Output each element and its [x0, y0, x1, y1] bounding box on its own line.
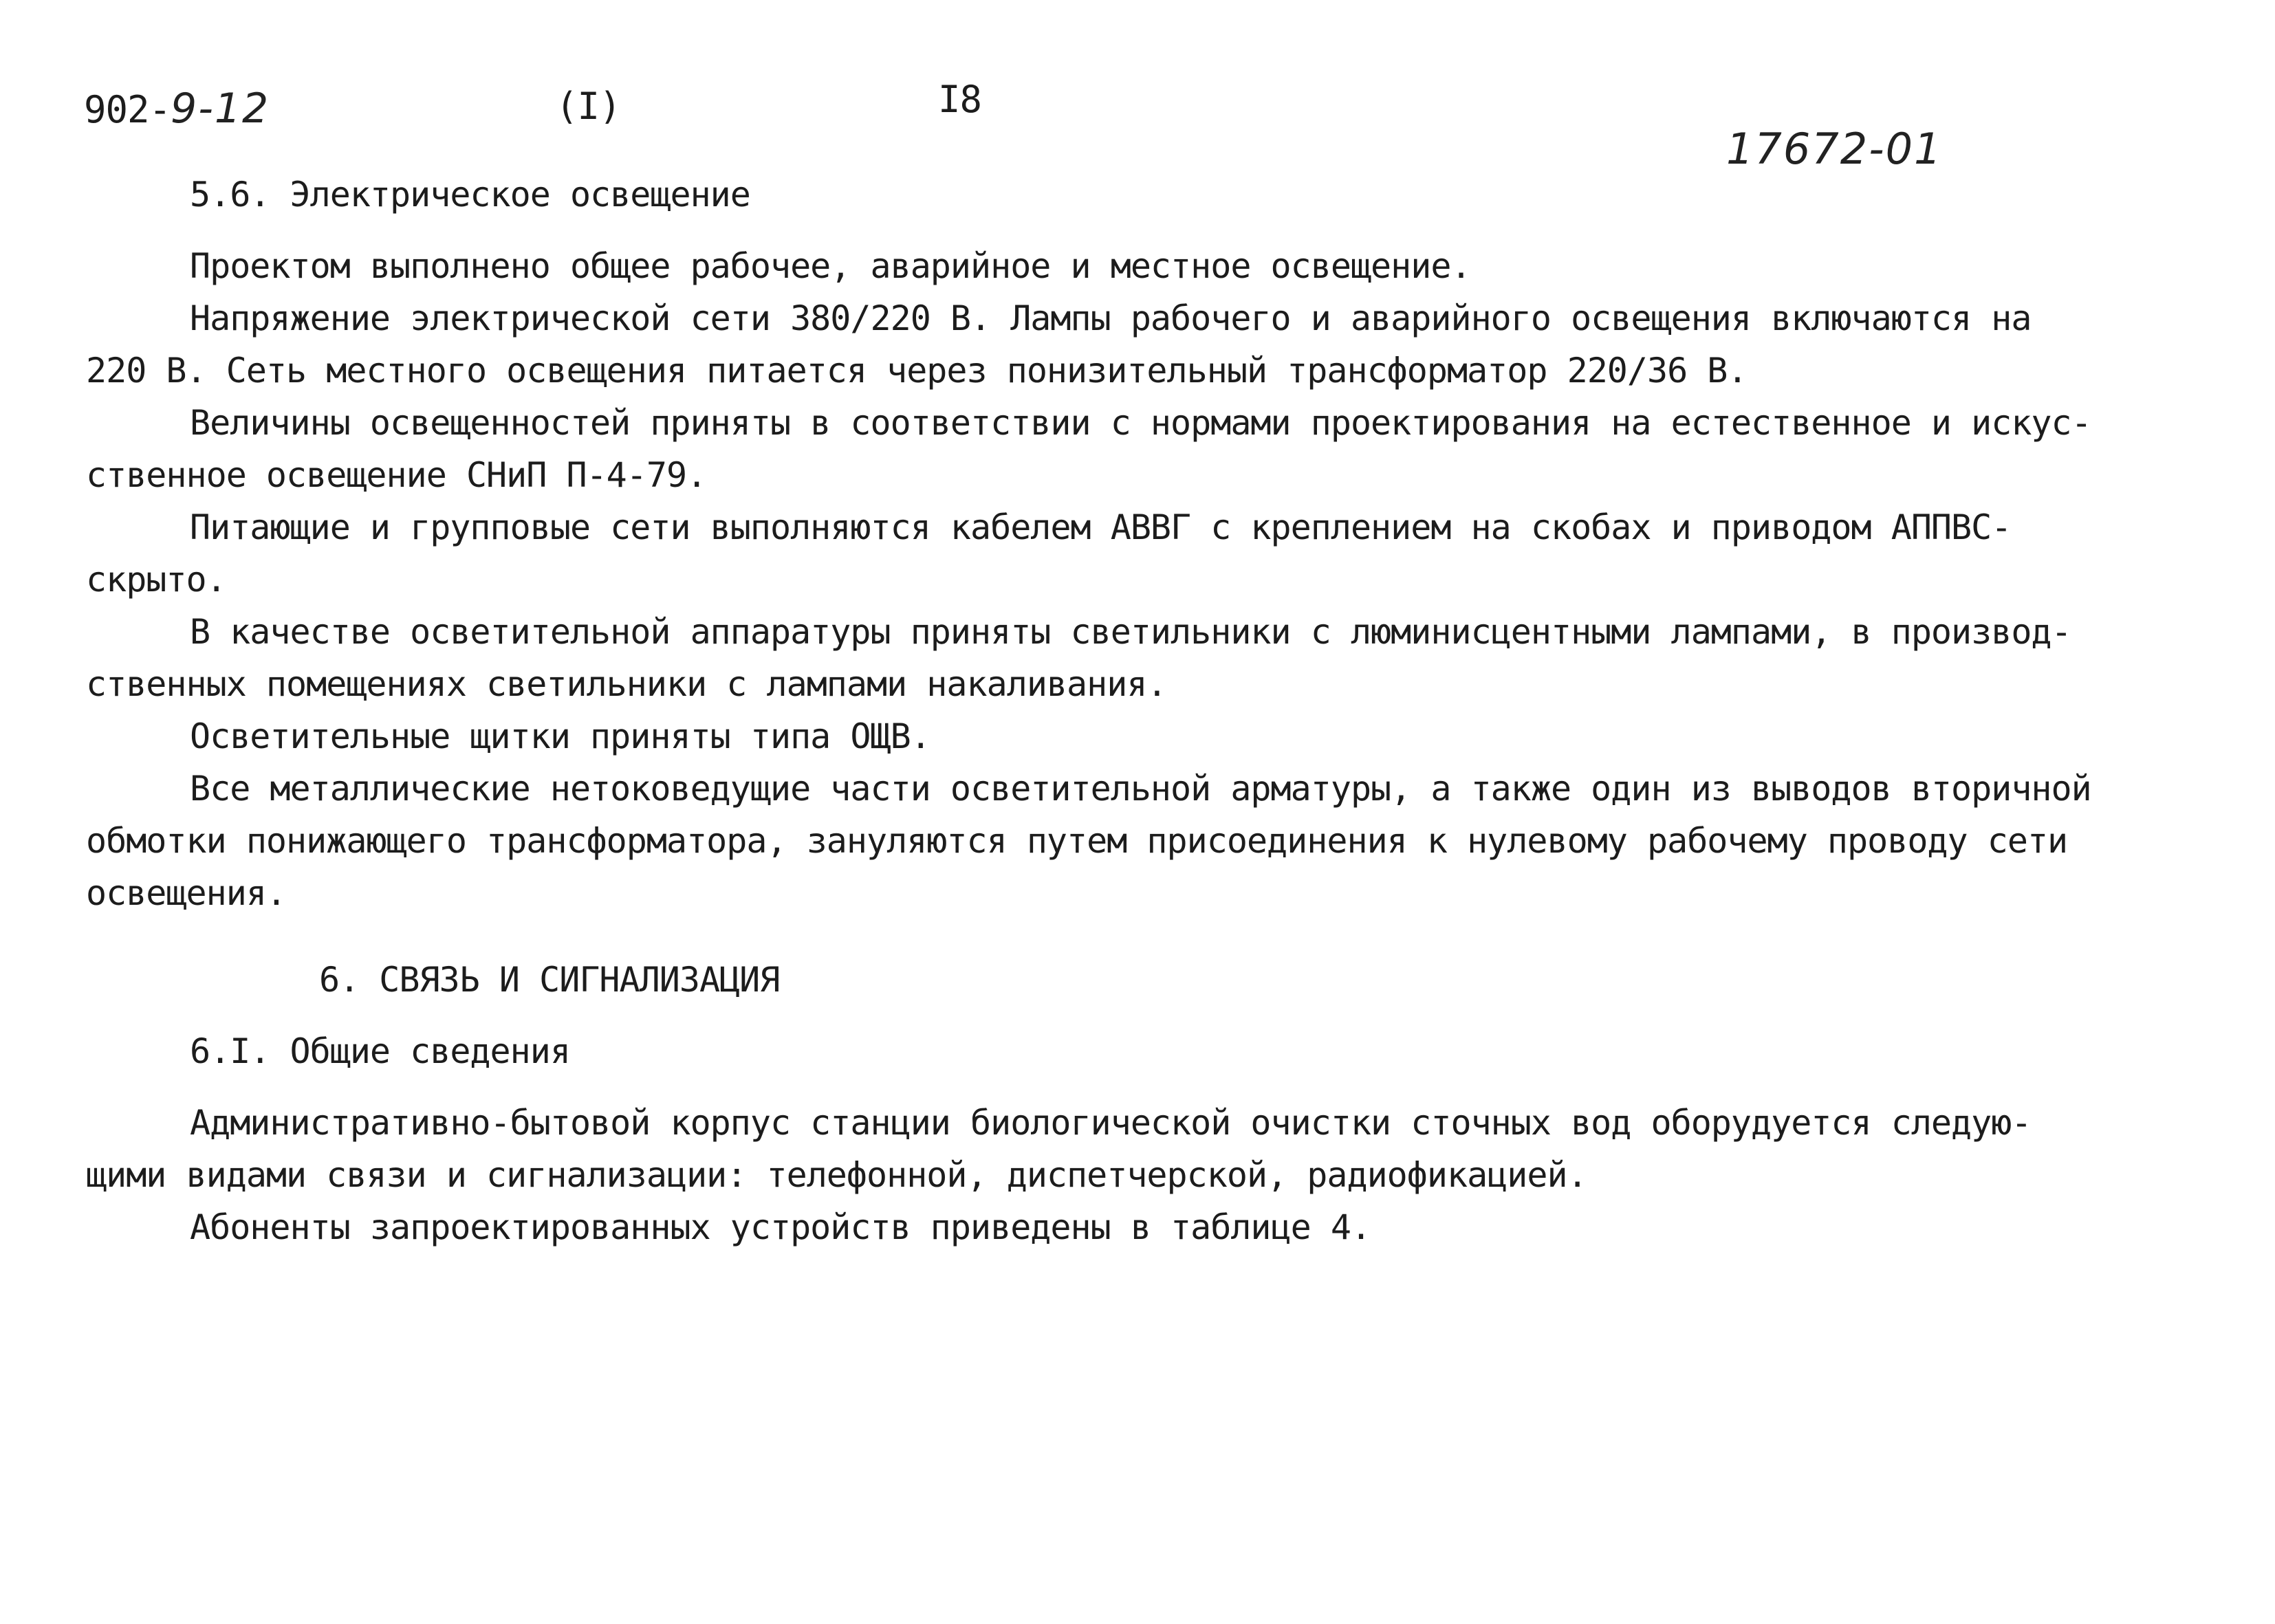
paragraph-line: освещения. — [86, 873, 287, 913]
document-code-handwritten: 9-12 — [171, 85, 270, 133]
paragraph-line: ственных помещениях светильники с лампами накаливания. — [86, 664, 1167, 704]
page-number: I8 — [938, 78, 982, 121]
paragraph-line: 220 В. Сеть местного освещения питается через понизительный трансформатор 220/36 В. — [86, 351, 1748, 391]
issue-number: (I) — [556, 85, 621, 128]
paragraph-line: Осветительные щитки приняты типа ОЩВ. — [190, 716, 930, 756]
paragraph-line: Проектом выполнено общее рабочее, аварийное и местное освещение. — [190, 246, 1471, 286]
paragraph-line: Напряжение электрической сети 380/220 В. Лампы рабочего и аварийного освещения включаются на — [190, 298, 2032, 338]
paragraph-line: Питающие и групповые сети выполняются кабелем АВВГ с креплением на скобах и приводом АППВС- — [190, 507, 2012, 547]
paragraph-line: Все металлические нетоковедущие части осветительной арматуры, а также один из выводов вторичной — [190, 769, 2091, 809]
paragraph-line: Абоненты запроектированных устройств приведены в таблице 4. — [190, 1207, 1371, 1247]
section-heading-6: 6. СВЯЗЬ И СИГНАЛИЗАЦИЯ — [319, 960, 780, 1000]
paragraph-line: щими видами связи и сигнализации: телефонной, диспетчерской, радиофикацией. — [86, 1155, 1587, 1195]
paragraph-line: скрыто. — [86, 560, 226, 600]
paragraph-line: обмотки понижающего трансформатора, зануляются путем присоединения к нулевому рабочему проводу сети — [86, 821, 2068, 861]
document-code — [84, 85, 270, 133]
paragraph-line: Величины освещенностей приняты в соответствии с нормами проектирования на естественное и искус- — [190, 403, 2091, 443]
section-heading-5-6: 5.6. Электрическое освещение — [190, 175, 750, 215]
subsection-heading-6-1: 6.I. Общие сведения — [190, 1031, 570, 1071]
document-code-printed: 902- — [84, 88, 171, 131]
paragraph-line: В качестве осветительной аппаратуры приняты светильники с люминисцентными лампами, в производ- — [190, 612, 2071, 652]
paragraph-line: Административно-бытовой корпус станции биологической очистки сточных вод оборудуется следую- — [190, 1103, 2032, 1143]
paragraph-line: ственное освещение СНиП П-4-79. — [86, 455, 707, 495]
handwritten-inventory-number: 17672-01 — [1726, 124, 1943, 174]
